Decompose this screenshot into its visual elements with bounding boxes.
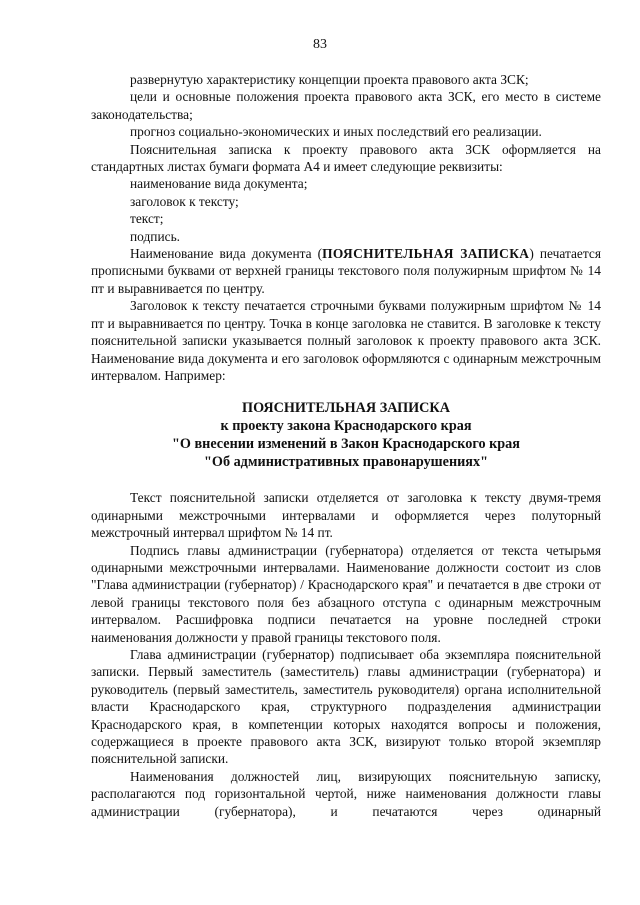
paragraph: Глава администрации (губернатор) подписывает оба экземпляра пояснительной записки. Первый заместитель (заместитель) главы администрации (губернатора) и руководитель (первый заместитель, заместитель руководителя) органа исполнительной власти Краснодарского края, структурного подразделения администрации Краснодарского края, в компетенции которых находятся вопросы и положения, содержащиеся в проекте правового акта ЗСК, визируют только второй экземпляр пояснительной записки. — [91, 646, 601, 767]
example-heading-line: "О внесении изменений в Закон Краснодарского края — [172, 436, 520, 453]
naming-text-after: ) печатается прописными буквами от верхней границы текстового поля полужирным шрифтом № 14 пт и выравнивается по центру. — [91, 246, 601, 296]
example-heading-title: ПОЯСНИТЕЛЬНАЯ ЗАПИСКА — [242, 400, 450, 417]
spacer — [91, 384, 601, 399]
list-item: заголовок к тексту; — [130, 193, 239, 209]
list-item: текст; — [130, 211, 164, 227]
paragraph: цели и основные положения проекта правового акта ЗСК, его место в системе законодательства; — [91, 89, 601, 122]
page-body — [91, 71, 601, 820]
paragraph: прогноз социально-экономических и иных последствий его реализации. — [130, 124, 542, 140]
list-item: подпись. — [130, 228, 181, 244]
paragraph: Наименования должностей лиц, визирующих пояснительную записку, располагаются под горизонтальной чертой, ниже наименования должности главы администрации (губернатора), и печатаются через одинарный — [91, 768, 601, 819]
naming-paragraph — [91, 245, 601, 297]
list-item: наименование вида документа; — [130, 176, 308, 192]
spacer — [91, 471, 601, 489]
paragraph: Заголовок к тексту печатается строчными буквами полужирным шрифтом № 14 пт и выравнивается по центру. Точка в конце заголовка не ставится. В заголовке к тексту пояснительной записки указывается полный заголовок к проекту правового акта ЗСК. Наименование вида документа и его заголовок оформляются с одинарным межстрочным интервалом. Например: — [91, 298, 601, 383]
example-heading-line: к проекту закона Краснодарского края — [220, 418, 472, 435]
naming-text-before: Наименование вида документа ( — [130, 246, 323, 262]
example-heading-line: "Об административных правонарушениях" — [204, 454, 488, 471]
page-number: 83 — [313, 37, 327, 52]
paragraph: Подпись главы администрации (губернатора) отделяется от текста четырьмя одинарными межстрочными интервалами. Наименование должности состоит из слов "Глава администрации (губернатор) / Краснодарского края" и печатается в две строки от левой границы текстового поля без абзацного отступа с одинарным межстрочным интервалом. Расшифровка подписи печатается на уровне последней строки наименования должности у правой границы текстового поля. — [91, 542, 601, 645]
paragraph: развернутую характеристику концепции проекта правового акта ЗСК; — [130, 72, 529, 87]
paragraph: Пояснительная записка к проекту правового акта ЗСК оформляется на стандартных листах бумаги формата А4 и имеет следующие реквизиты: — [91, 141, 601, 175]
naming-strong-text: ПОЯСНИТЕЛЬНАЯ ЗАПИСКА — [322, 246, 530, 262]
paragraph: Текст пояснительной записки отделяется от заголовка к тексту двумя-тремя одинарными межстрочными интервалами и оформляется через полуторный межстрочный интервал шрифтом № 14 пт. — [91, 490, 601, 541]
